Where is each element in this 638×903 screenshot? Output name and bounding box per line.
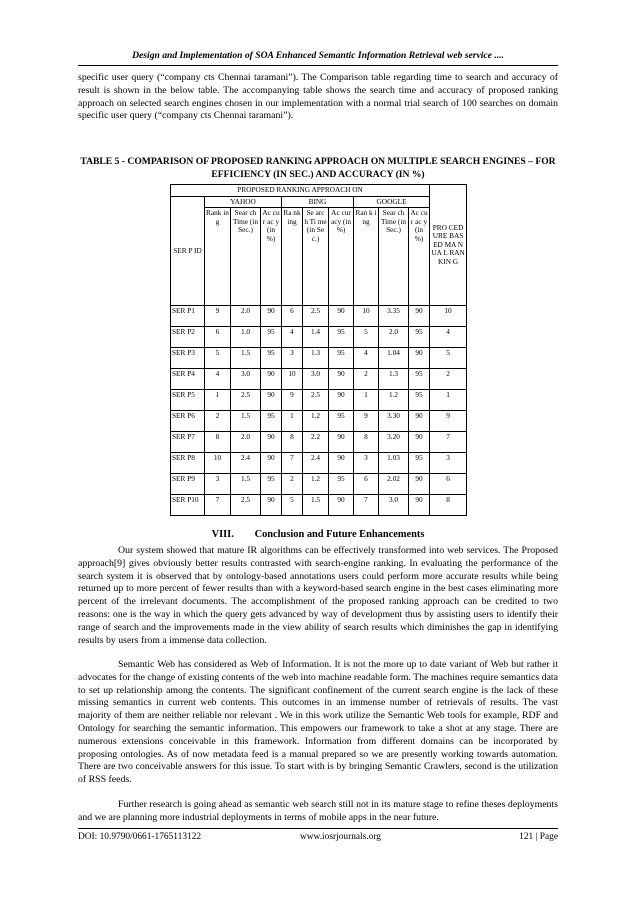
running-header: Design and Implementation of SOA Enhanced Semantic Information Retrieval web service .... [132, 50, 504, 61]
table-cell: 10 [205, 453, 231, 474]
subheader-cell: Se arc h Ti me (in Se c.) [303, 208, 329, 306]
table-cell: 95 [329, 327, 354, 348]
engine-header-bing: BING [282, 196, 354, 208]
table-cell: 95 [409, 327, 430, 348]
conclusion-paragraph-1: Our system showed that mature IR algorithms can be effectively transformed into web services. The Proposed approach[9] gives obviously better results contrasted with search-engine ranking. In evaluating the performance of the search system it is observed that by ontology-based annotations users could perform more accurate results while being returned up to more percent of fewer results than with a keyword-based search engine in the best cases eliminating more percent of the irrelevant documents. The accomplishment of the proposed ranking approach can be credited to two reasons: one is the way in which the query gets advanced by way of development thus by assisting users to identify their range of search and the improvements made in the view ability of search results which diminishes the gap in identifying results by users from a immense data collection. [78, 545, 558, 646]
serp-id-header: SER P ID [171, 196, 205, 306]
table-cell: 1.2 [303, 411, 329, 432]
table-row [171, 495, 467, 516]
table-cell: 95 [261, 348, 282, 369]
serp-id-cell: SER P2 [171, 327, 205, 348]
subheader-cell: Sear ch Time (in Sec.) [231, 208, 261, 306]
table-cell: 95 [409, 369, 430, 390]
table-cell: 95 [409, 390, 430, 411]
table-cell: 2.0 [231, 306, 261, 327]
table-cell: 90 [329, 306, 354, 327]
serp-id-cell: SER P4 [171, 369, 205, 390]
table-cell: 2.0 [231, 432, 261, 453]
serp-id-cell: SER P7 [171, 432, 205, 453]
table-cell: 4 [354, 348, 379, 369]
table-cell: 3.30 [379, 411, 409, 432]
conclusion-paragraph-2: Semantic Web has considered as Web of Information. It is not the more up to date variant of Web but rather it advocates for the change of existing contents of the web into machine readable form. The machines require semantics data to set up relationship among the contents. The significant confinement of the current search engine is the lack of these missing semantics in current web contents. This outcomes in an immense number of retrievals of results. The vast majority of them are neither reliable nor relevant . We in this work utilize the Semantic Web tools for example, RDF and Ontology for searching the semantic information. This empowers our framework to take a shot at any stage. There are numerous extensions conceivable in this framework. Information from different domains can be incorporated by proposing ontologies. As of now metadata feed is a manual prepared so we are presently working towards automation. There are two conceivable answers for this issue. To start with is by bringing Semantic Crawlers, second is the utilization of RSS feeds. [78, 659, 558, 786]
table-cell: 2 [205, 411, 231, 432]
table-cell: 2 [282, 474, 303, 495]
table-cell: 1.2 [379, 390, 409, 411]
table-row [171, 411, 467, 432]
table-cell: 6 [430, 474, 467, 495]
table-cell: 95 [261, 411, 282, 432]
table-cell: 90 [261, 306, 282, 327]
table-cell: 2.5 [303, 306, 329, 327]
table-cell: 6 [354, 474, 379, 495]
table-cell: 90 [409, 474, 430, 495]
table-cell: 10 [282, 369, 303, 390]
table-cell: 3.20 [379, 432, 409, 453]
subheader-cell: Ran k ing [354, 208, 379, 306]
table-cell: 8 [430, 495, 467, 516]
table-cell: 4 [282, 327, 303, 348]
engine-header-yahoo: YAHOO [205, 196, 282, 208]
table-cell: 95 [261, 474, 282, 495]
table-cell: 90 [261, 369, 282, 390]
table-cell: 2.2 [303, 432, 329, 453]
table-cell: 4 [430, 327, 467, 348]
table-cell: 1.5 [231, 474, 261, 495]
table-cell: 9 [354, 411, 379, 432]
table-cell: 6 [205, 327, 231, 348]
table-cell: 9 [205, 306, 231, 327]
table-cell: 8 [354, 432, 379, 453]
table-cell: 5 [354, 327, 379, 348]
table-row [171, 453, 467, 474]
table-row [171, 432, 467, 453]
table-cell: 3.0 [231, 369, 261, 390]
table-cell: 5 [282, 495, 303, 516]
table-cell: 1 [205, 390, 231, 411]
conclusion-paragraph-3: Further research is going ahead as semantic web search still not in its mature stage to refine theses deployments and we are planning more industrial deployments in terms of mobile apps in the near future. [78, 799, 558, 823]
table-cell: 2 [354, 369, 379, 390]
table-cell: 1.5 [231, 348, 261, 369]
header-rule [78, 65, 558, 66]
table-row [171, 369, 467, 390]
table-cell: 95 [329, 411, 354, 432]
table-cell: 3 [430, 453, 467, 474]
table-cell: 90 [261, 390, 282, 411]
table-cell: 2 [430, 369, 467, 390]
table-cell: 3 [282, 348, 303, 369]
table-cell: 9 [430, 411, 467, 432]
footer-page: 121 | Page [519, 832, 558, 842]
table-caption: TABLE 5 - COMPARISON OF PROPOSED RANKING APPROACH ON MULTIPLE SEARCH ENGINES – FOR EFFICIENCY (IN SEC.) AND ACCURACY (IN %) [80, 156, 556, 180]
table-cell: 90 [329, 390, 354, 411]
serp-id-cell: SER P9 [171, 474, 205, 495]
table-cell: 6 [282, 306, 303, 327]
table-cell: 3.0 [379, 495, 409, 516]
subheader-cell: Ac cur acy (in %) [329, 208, 354, 306]
table-cell: 1.2 [303, 474, 329, 495]
serp-id-cell: SER P1 [171, 306, 205, 327]
subheader-cell: Ra nk ing [282, 208, 303, 306]
table-cell: 90 [409, 432, 430, 453]
table-cell: 90 [261, 453, 282, 474]
table-cell: 3.0 [303, 369, 329, 390]
table-cell: 1.0 [231, 327, 261, 348]
table-cell: 7 [282, 453, 303, 474]
footer-rule [78, 828, 558, 829]
serp-id-cell: SER P6 [171, 411, 205, 432]
footer-site: www.iosrjournals.org [300, 832, 381, 842]
subheader-cell: Sear ch Time (in Sec.) [379, 208, 409, 306]
table-row [171, 390, 467, 411]
table-cell: 90 [409, 495, 430, 516]
engine-header-google: GOOGLE [354, 196, 430, 208]
comparison-table [170, 184, 467, 516]
serp-id-cell: SER P5 [171, 390, 205, 411]
table-cell: 1.3 [303, 348, 329, 369]
table-cell: 1 [430, 390, 467, 411]
serp-id-cell: SER P10 [171, 495, 205, 516]
table-cell: 2.5 [231, 495, 261, 516]
intro-paragraph: specific user query (“company cts Chennai taramani”). The Comparison table regarding time to search and accuracy of result is shown in the below table. The accompanying table shows the search time and accuracy of proposed ranking approach on selected search engines chosen in our implementation with a normal trial search of 100 searches on domain specific user query (“company cts Chennai taramani”). [78, 72, 558, 122]
table-cell: 10 [354, 306, 379, 327]
table-cell: 1.4 [303, 327, 329, 348]
table-cell: 90 [261, 432, 282, 453]
table-row [171, 306, 467, 327]
table-cell: 7 [430, 432, 467, 453]
table-cell: 2.4 [231, 453, 261, 474]
table-cell: 90 [409, 306, 430, 327]
table-cell: 90 [409, 411, 430, 432]
table-cell: 2.02 [379, 474, 409, 495]
table-cell: 10 [430, 306, 467, 327]
table-cell: 4 [205, 369, 231, 390]
table-cell: 3 [205, 474, 231, 495]
table-cell: 8 [282, 432, 303, 453]
table-cell: 8 [205, 432, 231, 453]
table-cell: 7 [354, 495, 379, 516]
serp-id-cell: SER P8 [171, 453, 205, 474]
table-cell: 95 [261, 327, 282, 348]
table-row [171, 474, 467, 495]
subheader-cell: Ac cur ac y (in %) [409, 208, 430, 306]
table-cell: 3 [354, 453, 379, 474]
table-cell: 2.5 [303, 390, 329, 411]
table-cell: 95 [329, 474, 354, 495]
table-cell: 2.0 [379, 327, 409, 348]
table-cell: 5 [205, 348, 231, 369]
table-cell: 1.3 [379, 369, 409, 390]
table-cell: 3.35 [379, 306, 409, 327]
table-cell: 90 [329, 495, 354, 516]
table-cell: 90 [329, 369, 354, 390]
table-cell: 9 [282, 390, 303, 411]
table-cell: 90 [329, 453, 354, 474]
table-cell: 5 [430, 348, 467, 369]
table-cell: 1.5 [303, 495, 329, 516]
table-cell: 7 [205, 495, 231, 516]
table-row [171, 327, 467, 348]
procedure-header: PRO CED URE BAS ED MA NUA L RAN KIN G [430, 185, 467, 306]
table-cell: 1.03 [379, 453, 409, 474]
section-title: VIII. Conclusion and Future Enhancements [211, 529, 425, 540]
subheader-cell: Ac cur ac y (in %) [261, 208, 282, 306]
table-cell: 1 [354, 390, 379, 411]
table-cell: 2.5 [231, 390, 261, 411]
table-cell: 95 [409, 453, 430, 474]
subheader-cell: Rank ing [205, 208, 231, 306]
table-row [171, 348, 467, 369]
table-cell: 1.04 [379, 348, 409, 369]
table-cell: 90 [329, 432, 354, 453]
table-cell: 90 [261, 495, 282, 516]
table-cell: 1.5 [231, 411, 261, 432]
table-cell: 95 [329, 348, 354, 369]
table-cell: 2.4 [303, 453, 329, 474]
footer-doi: DOI: 10.9790/0661-1765113122 [78, 832, 202, 842]
table-cell: 1 [282, 411, 303, 432]
serp-id-cell: SER P3 [171, 348, 205, 369]
group-header: PROPOSED RANKING APPROACH ON [171, 185, 430, 197]
table-cell: 90 [409, 348, 430, 369]
